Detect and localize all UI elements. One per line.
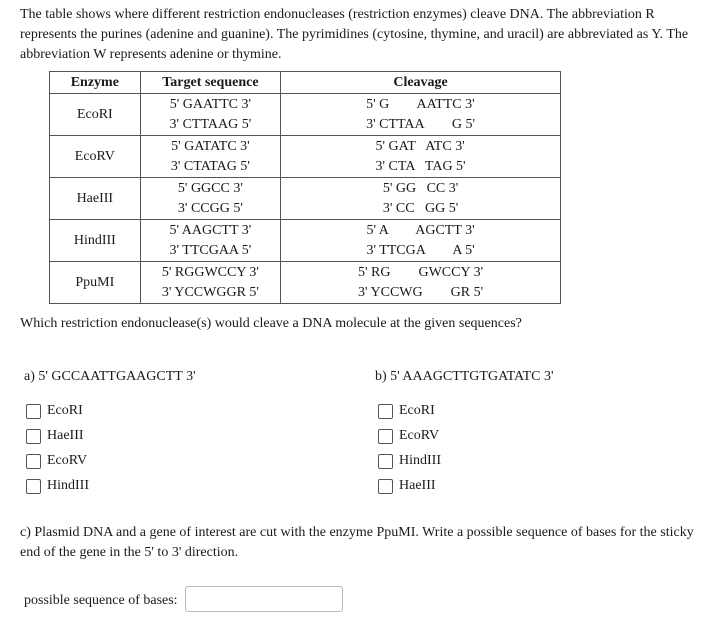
header-target-sequence: Target sequence: [140, 72, 280, 94]
target-sequence: [140, 220, 280, 262]
table-header-row: [50, 72, 561, 94]
checkbox[interactable]: [378, 404, 393, 419]
option-a-hindiii[interactable]: [26, 478, 89, 494]
target-bottom: 3' CCGG 5': [177, 200, 243, 216]
checkbox[interactable]: [378, 454, 393, 469]
option-a-ecorv[interactable]: [26, 453, 87, 469]
sequence-answer-input[interactable]: [185, 586, 343, 612]
checkbox[interactable]: [378, 479, 393, 494]
enzyme-name: EcoRI: [50, 94, 141, 136]
cleave-bottom: 3' CTTAA G 5': [366, 116, 476, 132]
table-row: [50, 220, 561, 262]
cleave-top: 5' GAT ATC 3': [375, 138, 465, 154]
question-text: Which restriction endonuclease(s) would cleave a DNA molecule at the given sequences?: [20, 316, 522, 331]
target-sequence: [140, 94, 280, 136]
cleave-bottom: 3' YCCWG GR 5': [358, 284, 484, 300]
checkbox[interactable]: [26, 429, 41, 444]
option-label: HindIII: [47, 478, 89, 493]
target-sequence: [140, 262, 280, 304]
option-b-ecori[interactable]: [378, 403, 435, 419]
option-label: EcoRI: [47, 403, 83, 418]
cleave-top: 5' GG CC 3': [382, 180, 459, 196]
option-label: HaeIII: [399, 478, 436, 493]
target-sequence: [140, 178, 280, 220]
cleave-bottom: 3' CTA TAG 5': [375, 158, 466, 174]
table-row: [50, 262, 561, 304]
target-bottom: 3' CTATAG 5': [170, 158, 250, 174]
option-label: EcoRV: [47, 453, 88, 468]
target-top: 5' RGGWCCY 3': [161, 264, 259, 280]
target-top: 5' GGCC 3': [177, 180, 243, 196]
option-b-hindiii[interactable]: [378, 453, 441, 469]
cleavage-site: [281, 178, 561, 220]
intro-paragraph: The table shows where different restriction endonucleases (restriction enzymes) cleave DNA. The abbreviation R represents the purines (adenine and guanine). The pyrimidines (cytosine, thymine, and uracil) are abbreviated as Y. The abbreviation W represents adenine or thymine.: [20, 7, 689, 62]
cleavage-site: [281, 94, 561, 136]
table-row: [50, 136, 561, 178]
target-top: 5' GATATC 3': [171, 138, 250, 154]
cleavage-site: [281, 262, 561, 304]
header-cleavage: Cleavage: [281, 72, 561, 94]
option-b-haeiii[interactable]: [378, 478, 436, 494]
enzyme-name: PpuMI: [50, 262, 141, 304]
part-a-title: a) 5' GCCAATTGAAGCTT 3': [24, 369, 196, 384]
cleave-bottom: 3' CC GG 5': [382, 200, 459, 216]
option-a-haeiii[interactable]: [26, 428, 84, 444]
checkbox[interactable]: [26, 454, 41, 469]
checkbox[interactable]: [26, 479, 41, 494]
enzyme-name: HaeIII: [50, 178, 141, 220]
answer-label: possible sequence of bases:: [24, 593, 178, 608]
cleave-top: 5' G AATTC 3': [366, 96, 475, 112]
table-row: [50, 94, 561, 136]
checkbox[interactable]: [378, 429, 393, 444]
cleave-top: 5' A AGCTT 3': [366, 222, 475, 238]
target-top: 5' AAGCTT 3': [169, 222, 252, 238]
cleave-bottom: 3' TTCGA A 5': [366, 242, 475, 258]
part-b-title: b) 5' AAAGCTTGTGATATC 3': [375, 369, 554, 384]
target-sequence: [140, 136, 280, 178]
cleave-top: 5' RG GWCCY 3': [358, 264, 484, 280]
cleavage-site: [281, 220, 561, 262]
target-bottom: 3' CTTAAG 5': [169, 116, 252, 132]
cleavage-site: [281, 136, 561, 178]
option-b-ecorv[interactable]: [378, 428, 439, 444]
option-a-ecori[interactable]: [26, 403, 83, 419]
target-bottom: 3' TTCGAA 5': [169, 242, 252, 258]
target-bottom: 3' YCCWGGR 5': [161, 284, 259, 300]
option-label: EcoRV: [399, 428, 440, 443]
target-top: 5' GAATTC 3': [169, 96, 252, 112]
part-c-text: c) Plasmid DNA and a gene of interest are cut with the enzyme PpuMI. Write a possible sequence of bases for the sticky end of the gene in the 5' to 3' direction.: [20, 525, 694, 560]
option-label: HaeIII: [47, 428, 84, 443]
table-row: [50, 178, 561, 220]
header-enzyme: Enzyme: [50, 72, 141, 94]
option-label: EcoRI: [399, 403, 435, 418]
restriction-enzyme-table: [49, 71, 561, 304]
checkbox[interactable]: [26, 404, 41, 419]
enzyme-name: EcoRV: [50, 136, 141, 178]
option-label: HindIII: [399, 453, 441, 468]
enzyme-name: HindIII: [50, 220, 141, 262]
